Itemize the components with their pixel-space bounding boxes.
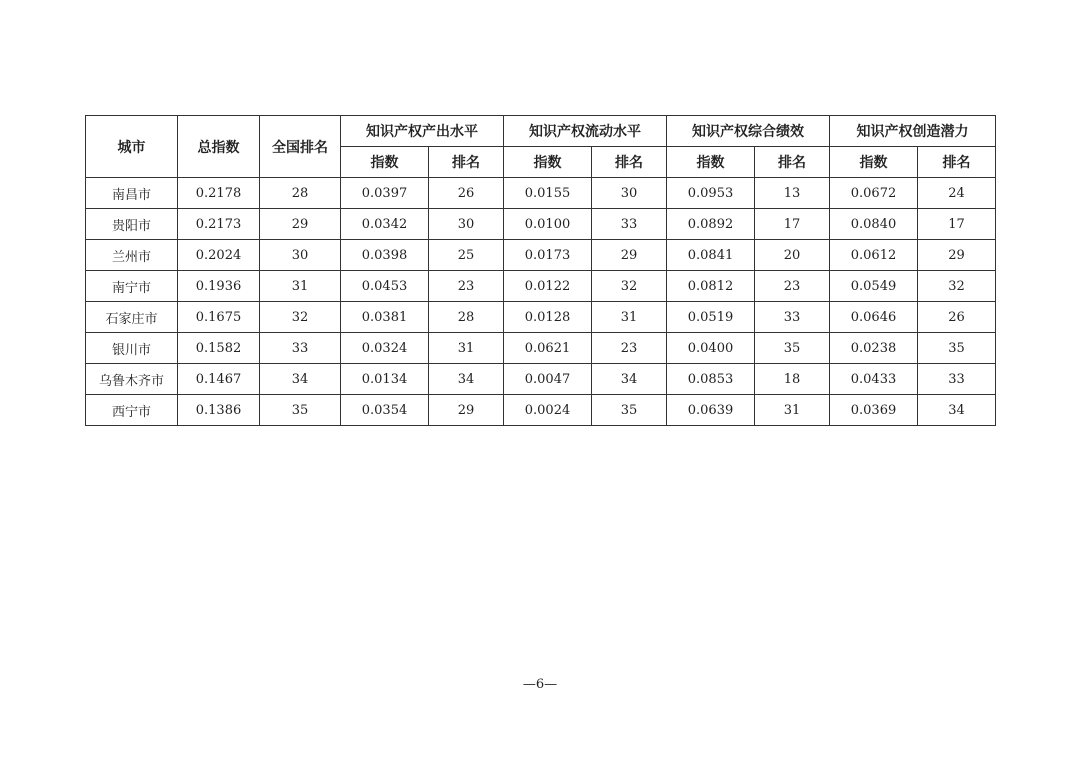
cell-total-index: 0.1467	[178, 364, 260, 395]
header-group-output: 知识产权产出水平	[341, 116, 504, 147]
table-row	[86, 178, 996, 209]
cell-total-index: 0.2173	[178, 209, 260, 240]
table-row	[86, 395, 996, 426]
cell-performance-rank: 20	[755, 240, 830, 271]
cell-output-index: 0.0324	[341, 333, 429, 364]
table-row	[86, 364, 996, 395]
header-national-rank: 全国排名	[260, 116, 341, 178]
cell-potential-index: 0.0840	[830, 209, 918, 240]
cell-performance-index: 0.0841	[667, 240, 755, 271]
subheader-index: 指数	[830, 147, 918, 178]
table-row	[86, 240, 996, 271]
subheader-rank: 排名	[429, 147, 504, 178]
cell-flow-rank: 34	[592, 364, 667, 395]
page-number: —6—	[522, 677, 558, 692]
cell-performance-rank: 33	[755, 302, 830, 333]
cell-potential-rank: 32	[918, 271, 996, 302]
city-index-table	[85, 115, 996, 426]
cell-performance-rank: 13	[755, 178, 830, 209]
cell-potential-index: 0.0646	[830, 302, 918, 333]
cell-performance-rank: 31	[755, 395, 830, 426]
cell-output-index: 0.0134	[341, 364, 429, 395]
cell-total-index: 0.1582	[178, 333, 260, 364]
cell-output-rank: 29	[429, 395, 504, 426]
cell-total-index: 0.1936	[178, 271, 260, 302]
cell-flow-index: 0.0047	[504, 364, 592, 395]
cell-national-rank: 28	[260, 178, 341, 209]
table-row	[86, 302, 996, 333]
cell-city: 西宁市	[86, 395, 178, 426]
cell-national-rank: 30	[260, 240, 341, 271]
header-total-index: 总指数	[178, 116, 260, 178]
cell-national-rank: 31	[260, 271, 341, 302]
cell-potential-index: 0.0672	[830, 178, 918, 209]
cell-potential-index: 0.0433	[830, 364, 918, 395]
cell-city: 贵阳市	[86, 209, 178, 240]
table-body	[86, 178, 996, 426]
cell-output-rank: 30	[429, 209, 504, 240]
subheader-index: 指数	[341, 147, 429, 178]
table-row	[86, 333, 996, 364]
cell-performance-index: 0.0853	[667, 364, 755, 395]
cell-performance-index: 0.0953	[667, 178, 755, 209]
cell-potential-rank: 17	[918, 209, 996, 240]
cell-flow-rank: 31	[592, 302, 667, 333]
cell-performance-rank: 35	[755, 333, 830, 364]
cell-output-index: 0.0453	[341, 271, 429, 302]
cell-flow-index: 0.0621	[504, 333, 592, 364]
cell-output-index: 0.0381	[341, 302, 429, 333]
cell-performance-index: 0.0400	[667, 333, 755, 364]
cell-national-rank: 32	[260, 302, 341, 333]
subheader-rank: 排名	[918, 147, 996, 178]
cell-potential-rank: 34	[918, 395, 996, 426]
cell-city: 南宁市	[86, 271, 178, 302]
cell-performance-rank: 18	[755, 364, 830, 395]
cell-output-rank: 31	[429, 333, 504, 364]
header-group-potential: 知识产权创造潜力	[830, 116, 996, 147]
cell-performance-index: 0.0812	[667, 271, 755, 302]
cell-flow-rank: 32	[592, 271, 667, 302]
cell-flow-index: 0.0100	[504, 209, 592, 240]
cell-flow-rank: 23	[592, 333, 667, 364]
cell-potential-rank: 24	[918, 178, 996, 209]
header-group-performance: 知识产权综合绩效	[667, 116, 830, 147]
cell-city: 兰州市	[86, 240, 178, 271]
cell-potential-rank: 26	[918, 302, 996, 333]
cell-output-rank: 26	[429, 178, 504, 209]
cell-potential-index: 0.0369	[830, 395, 918, 426]
cell-potential-rank: 35	[918, 333, 996, 364]
subheader-index: 指数	[504, 147, 592, 178]
cell-output-rank: 34	[429, 364, 504, 395]
cell-flow-index: 0.0155	[504, 178, 592, 209]
cell-flow-rank: 29	[592, 240, 667, 271]
cell-performance-rank: 23	[755, 271, 830, 302]
cell-potential-rank: 29	[918, 240, 996, 271]
cell-output-rank: 25	[429, 240, 504, 271]
cell-flow-index: 0.0024	[504, 395, 592, 426]
subheader-index: 指数	[667, 147, 755, 178]
cell-performance-index: 0.0892	[667, 209, 755, 240]
cell-city: 南昌市	[86, 178, 178, 209]
cell-output-index: 0.0398	[341, 240, 429, 271]
cell-total-index: 0.2024	[178, 240, 260, 271]
cell-output-rank: 28	[429, 302, 504, 333]
cell-potential-index: 0.0549	[830, 271, 918, 302]
cell-flow-index: 0.0122	[504, 271, 592, 302]
cell-flow-rank: 30	[592, 178, 667, 209]
cell-city: 银川市	[86, 333, 178, 364]
cell-performance-index: 0.0639	[667, 395, 755, 426]
cell-flow-index: 0.0128	[504, 302, 592, 333]
cell-output-rank: 23	[429, 271, 504, 302]
cell-total-index: 0.2178	[178, 178, 260, 209]
cell-output-index: 0.0354	[341, 395, 429, 426]
cell-potential-index: 0.0238	[830, 333, 918, 364]
subheader-rank: 排名	[755, 147, 830, 178]
table-row	[86, 209, 996, 240]
cell-city: 乌鲁木齐市	[86, 364, 178, 395]
cell-output-index: 0.0342	[341, 209, 429, 240]
cell-national-rank: 34	[260, 364, 341, 395]
cell-city: 石家庄市	[86, 302, 178, 333]
cell-flow-rank: 33	[592, 209, 667, 240]
cell-national-rank: 33	[260, 333, 341, 364]
subheader-rank: 排名	[592, 147, 667, 178]
header-row-1	[86, 116, 996, 147]
cell-national-rank: 35	[260, 395, 341, 426]
header-group-flow: 知识产权流动水平	[504, 116, 667, 147]
cell-national-rank: 29	[260, 209, 341, 240]
header-city: 城市	[86, 116, 178, 178]
cell-potential-index: 0.0612	[830, 240, 918, 271]
cell-flow-rank: 35	[592, 395, 667, 426]
cell-potential-rank: 33	[918, 364, 996, 395]
cell-performance-rank: 17	[755, 209, 830, 240]
cell-performance-index: 0.0519	[667, 302, 755, 333]
cell-output-index: 0.0397	[341, 178, 429, 209]
table-row	[86, 271, 996, 302]
cell-flow-index: 0.0173	[504, 240, 592, 271]
cell-total-index: 0.1675	[178, 302, 260, 333]
cell-total-index: 0.1386	[178, 395, 260, 426]
